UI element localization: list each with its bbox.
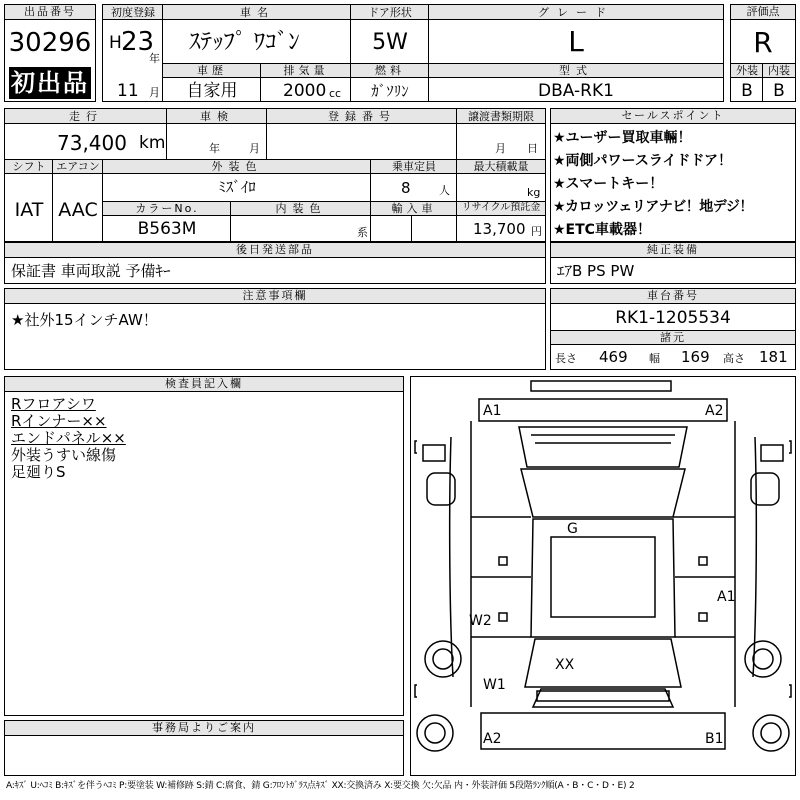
mark-w1: W1 bbox=[483, 677, 506, 693]
mileage-value: 73,400 bbox=[57, 131, 127, 155]
sales-point-item: ★ユーザー買取車輛！ bbox=[553, 130, 692, 146]
inspection-year-unit: 年 bbox=[209, 142, 220, 155]
inspector-line: Rインナー×× bbox=[11, 412, 107, 430]
recycle-unit: 円 bbox=[531, 225, 542, 238]
equipment-value: ｴｱB PS PW bbox=[557, 262, 635, 280]
max-load-label: 最大積載量 bbox=[473, 160, 529, 173]
chassis-label: 車台番号 bbox=[551, 289, 795, 304]
displacement-unit: cc bbox=[329, 87, 342, 100]
doors-value: 5W bbox=[372, 30, 408, 55]
mark-w2: W2 bbox=[469, 613, 492, 629]
inspector-box bbox=[4, 376, 404, 716]
registration-era: H bbox=[109, 33, 122, 53]
score-label: 評価点 bbox=[731, 5, 795, 20]
exterior-color-value: ﾐｽﾞｲﾛ bbox=[218, 178, 256, 196]
doors-label: ドア形状 bbox=[368, 6, 412, 19]
transfer-day-unit: 日 bbox=[527, 142, 538, 155]
displacement-value: 2000 bbox=[283, 81, 327, 101]
capacity-unit: 人 bbox=[439, 184, 450, 197]
height-value: 181 bbox=[759, 348, 788, 366]
length-label: 長さ bbox=[555, 352, 577, 365]
later-parts-box bbox=[4, 242, 546, 284]
transfer-deadline-label: 譲渡書類期限 bbox=[468, 110, 534, 123]
mark-a2-bottom: A2 bbox=[483, 731, 502, 747]
aircon-value: AAC bbox=[58, 199, 98, 221]
grade-value: L bbox=[568, 25, 584, 58]
inspector-line: 足廻りS bbox=[11, 463, 66, 481]
height-label: 高さ bbox=[723, 352, 745, 365]
exterior-color-label: 外装色 bbox=[211, 160, 263, 173]
aircon-label: エアコン bbox=[56, 160, 100, 173]
equipment-box bbox=[550, 242, 796, 284]
sales-points-box bbox=[550, 108, 796, 242]
fuel-value: ｶﾞｿﾘﾝ bbox=[371, 82, 409, 100]
mark-a1-right: A1 bbox=[717, 589, 736, 605]
interior-color-label: 内装色 bbox=[275, 202, 327, 215]
registration-year: 23 bbox=[121, 27, 155, 57]
exterior-grade-label: 外装 bbox=[736, 64, 758, 77]
model-code-label: 型式 bbox=[559, 64, 593, 77]
transfer-month-unit: 月 bbox=[495, 142, 506, 155]
registration-year-unit: 年 bbox=[149, 52, 160, 65]
chassis-value: RK1-1205534 bbox=[615, 308, 731, 328]
sales-point-item: ★両側パワースライドドア！ bbox=[553, 153, 733, 169]
spec-box bbox=[102, 4, 724, 102]
recycle-value: 13,700 bbox=[473, 220, 526, 238]
inspector-line: 外装うすい線傷 bbox=[11, 446, 117, 464]
lot-box bbox=[4, 4, 96, 102]
registration-label: 初度登録 bbox=[111, 6, 155, 19]
history-label: 車歴 bbox=[197, 64, 227, 77]
notes-label: 注意事項欄 bbox=[5, 289, 545, 304]
registration-month: 11 bbox=[117, 81, 139, 101]
width-value: 169 bbox=[681, 348, 710, 366]
exterior-grade-value: B bbox=[741, 81, 753, 101]
sales-point-item: ★ETC車載器！ bbox=[553, 222, 651, 238]
later-parts-label: 後日発送部品 bbox=[5, 243, 545, 258]
details-box bbox=[4, 108, 546, 242]
dimensions-label: 諸元 bbox=[551, 330, 795, 345]
sales-point-item: ★スマートキー！ bbox=[553, 176, 664, 192]
mark-a1-top: A1 bbox=[483, 403, 502, 419]
shift-label: シフト bbox=[12, 160, 46, 173]
displacement-label: 排気量 bbox=[283, 64, 329, 77]
inspector-line: エンドパネル×× bbox=[11, 429, 126, 447]
notes-value: ★社外15インチAW！ bbox=[11, 311, 158, 329]
mark-xx: XX bbox=[555, 657, 575, 673]
lot-number: 30296 bbox=[8, 28, 92, 58]
mark-a2-top: A2 bbox=[705, 403, 724, 419]
inspection-month-unit: 月 bbox=[249, 142, 260, 155]
car-name-value: ｽﾃｯﾌﾟ ﾜｺﾞﾝ bbox=[189, 29, 300, 55]
mileage-label: 走行 bbox=[69, 110, 103, 123]
car-name-label: 車名 bbox=[240, 6, 274, 19]
office-box bbox=[4, 720, 404, 776]
capacity-label: 乗車定員 bbox=[392, 160, 436, 173]
shift-value: IAT bbox=[14, 199, 44, 221]
first-listing-badge: 初出品 bbox=[11, 69, 89, 97]
inspector-line: Rフロアシワ bbox=[11, 395, 96, 413]
office-label: 事務局よりご案内 bbox=[5, 721, 403, 736]
interior-grade-label: 内装 bbox=[768, 64, 790, 77]
width-label: 幅 bbox=[649, 352, 660, 365]
notes-box bbox=[4, 288, 546, 370]
car-diagram-box bbox=[410, 376, 796, 776]
plate-label: 登録番号 bbox=[328, 110, 396, 123]
sales-points-label: セールスポイント bbox=[551, 109, 795, 124]
car-diagram bbox=[411, 377, 795, 775]
legend-text: A:ｷｽﾞ U:ﾍｺﾐ B:ｷｽﾞを伴うﾍｺﾐ P:要塗装 W:補修跡 S:錆 C:腐食、錆 G:ﾌﾛﾝﾄｶﾞﾗｽ点ｷｽﾞ XX:交換済み X:要交換 欠:欠品 内・外装評価 5段階ﾗﾝｸ順(A・B・C・D・E) 2 bbox=[6, 781, 635, 791]
import-label: 輸入車 bbox=[391, 202, 437, 215]
later-parts-value: 保証書 車両取説 予備ｷｰ bbox=[11, 262, 171, 280]
model-code-value: DBA-RK1 bbox=[538, 81, 614, 101]
mileage-unit: km bbox=[139, 133, 166, 153]
score-box bbox=[730, 4, 796, 102]
interior-color-suffix: 系 bbox=[357, 226, 368, 239]
fuel-label: 燃料 bbox=[375, 64, 405, 77]
interior-grade-value: B bbox=[773, 81, 785, 101]
lot-label: 出品番号 bbox=[5, 5, 95, 20]
length-value: 469 bbox=[599, 348, 628, 366]
history-value: 自家用 bbox=[186, 81, 238, 101]
inspection-label: 車検 bbox=[200, 110, 234, 123]
score-value: R bbox=[753, 26, 773, 59]
chassis-box bbox=[550, 288, 796, 370]
mark-g: G bbox=[567, 521, 578, 537]
recycle-label: リサイクル預託金 bbox=[461, 202, 541, 213]
registration-month-unit: 月 bbox=[149, 86, 160, 99]
sales-point-item: ★カロッツェリアナビ！地デジ！ bbox=[553, 199, 753, 215]
max-load-unit: kg bbox=[527, 186, 541, 199]
capacity-value: 8 bbox=[401, 179, 411, 197]
equipment-label: 純正装備 bbox=[551, 243, 795, 258]
mark-b1: B1 bbox=[705, 731, 724, 747]
color-no-label: カラーNo. bbox=[135, 202, 199, 215]
grade-label: グレード bbox=[538, 6, 614, 19]
inspector-label: 検査員記入欄 bbox=[5, 377, 403, 392]
color-no-value: B563M bbox=[137, 219, 197, 239]
